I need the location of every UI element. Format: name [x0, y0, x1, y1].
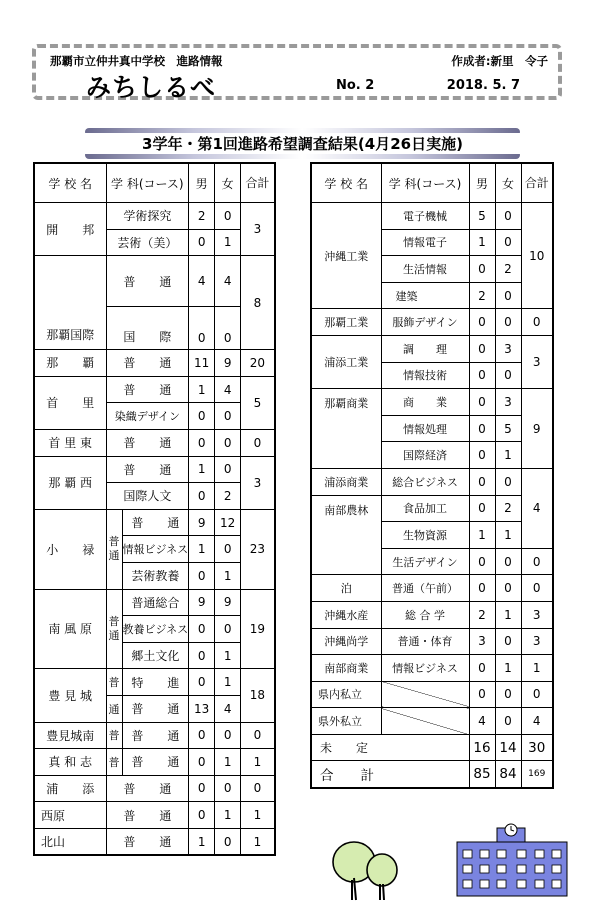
table-row: 小 禄 普通 普 通 9 12 23	[34, 509, 275, 536]
table-row: 首 里 普 通 1 4 5	[34, 376, 275, 403]
table-row: 生物資源 1 1	[311, 522, 553, 549]
table-row: 生活情報 0 2	[311, 256, 553, 283]
table-row: 南 風 原 普通 普通総合 9 9 19	[34, 589, 275, 616]
table-row: 開 邦 学術探究 2 0 3	[34, 203, 275, 230]
table-row: 国 際 0 0	[34, 307, 275, 350]
table-row: 生活デザイン 0 0 0	[311, 548, 553, 575]
table-row: 那 覇 西 普 通 1 0 3	[34, 456, 275, 483]
author: 作成者:新里 令子	[451, 54, 548, 68]
section-banner	[85, 128, 520, 158]
table-row: 芸術教養 0 1	[34, 562, 275, 589]
table-row: 南部商業 情報ビジネス 0 1 1	[311, 655, 553, 682]
table-row: 浦添商業 総合ビジネス 0 0 4	[311, 468, 553, 495]
table-row: 豊見城南 普 普 通 0 0 0	[34, 722, 275, 749]
header-box	[32, 44, 562, 100]
issue-date: 2018. 5. 7	[446, 78, 520, 93]
table-row: 情報電子 1 0	[311, 229, 553, 256]
table-row: 豊 見 城 普 特 進 0 1 18	[34, 669, 275, 696]
table-row: 那覇工業 服飾デザイン 0 0 0	[311, 309, 553, 336]
table-row: 西原 普 通 0 1 1	[34, 802, 275, 829]
table-row: 教養ビジネス 0 0	[34, 616, 275, 643]
table-row: 浦 添 普 通 0 0 0	[34, 775, 275, 802]
table-row: 首 里 東 普 通 0 0 0	[34, 429, 275, 456]
school-building-icon	[455, 818, 570, 898]
table-row: 北山 普 通 1 0 1	[34, 828, 275, 855]
table-row: 郷土文化 0 1	[34, 642, 275, 669]
table-row: 未 定 16 14 30	[311, 734, 553, 761]
table-row: 情報処理 0 5	[311, 415, 553, 442]
table-row: 南部農林 食品加工 0 2	[311, 495, 553, 522]
newsletter-title: みちしるべ	[86, 73, 217, 102]
col-school: 学 校 名	[34, 163, 106, 203]
table-row: 那覇国際 普 通 4 4 8	[34, 256, 275, 307]
col-course: 学 科(コース)	[106, 163, 189, 203]
right-results-table	[310, 162, 554, 789]
left-results-table	[33, 162, 276, 856]
table-row: 染織デザイン 0 0	[34, 403, 275, 430]
table-row: 沖縄水産 総 合 学 2 1 3	[311, 601, 553, 628]
table-row: 建築 2 0	[311, 282, 553, 309]
table-row: 沖縄工業 電子機械 5 0 10	[311, 203, 553, 230]
table-row: 国際人文 0 2	[34, 483, 275, 510]
table-row: 合 計 85 84 169	[311, 761, 553, 788]
table-row: 通 普 通 13 4	[34, 695, 275, 722]
table-row: 沖縄尚学 普通・体育 3 0 3	[311, 628, 553, 655]
table-row: 那覇商業 商 業 0 3 9	[311, 389, 553, 416]
issue-number: No. 2	[336, 78, 375, 93]
school-name: 那覇市立仲井真中学校 進路情報	[50, 54, 223, 68]
table-row: 浦添工業 調 理 0 3 3	[311, 335, 553, 362]
col-total: 合計	[241, 163, 275, 203]
diagonal-cell	[381, 708, 469, 735]
table-header-row	[34, 163, 275, 203]
table-row: 県内私立 0 0 0	[311, 681, 553, 708]
table-row: 県外私立 4 0 4	[311, 708, 553, 735]
table-row: 那 覇 普 通 11 9 20	[34, 350, 275, 377]
col-female: 女	[215, 163, 241, 203]
table-row: 泊 普通（午前） 0 0 0	[311, 575, 553, 602]
table-row: 情報ビジネス 1 0	[34, 536, 275, 563]
table-row: 国際経済 0 1	[311, 442, 553, 469]
col-male: 男	[189, 163, 215, 203]
diagonal-cell	[381, 681, 469, 708]
table-row: 芸術（美） 0 1	[34, 229, 275, 256]
table-header-row: 学 校 名 学 科(コース) 男 女 合計	[311, 163, 553, 203]
banner-title: 3学年・第1回進路希望調査結果(4月26日実施)	[85, 133, 520, 154]
tree-icon	[330, 840, 400, 902]
table-row: 情報技術 0 0	[311, 362, 553, 389]
table-row: 真 和 志 普 普 通 0 1 1	[34, 749, 275, 776]
